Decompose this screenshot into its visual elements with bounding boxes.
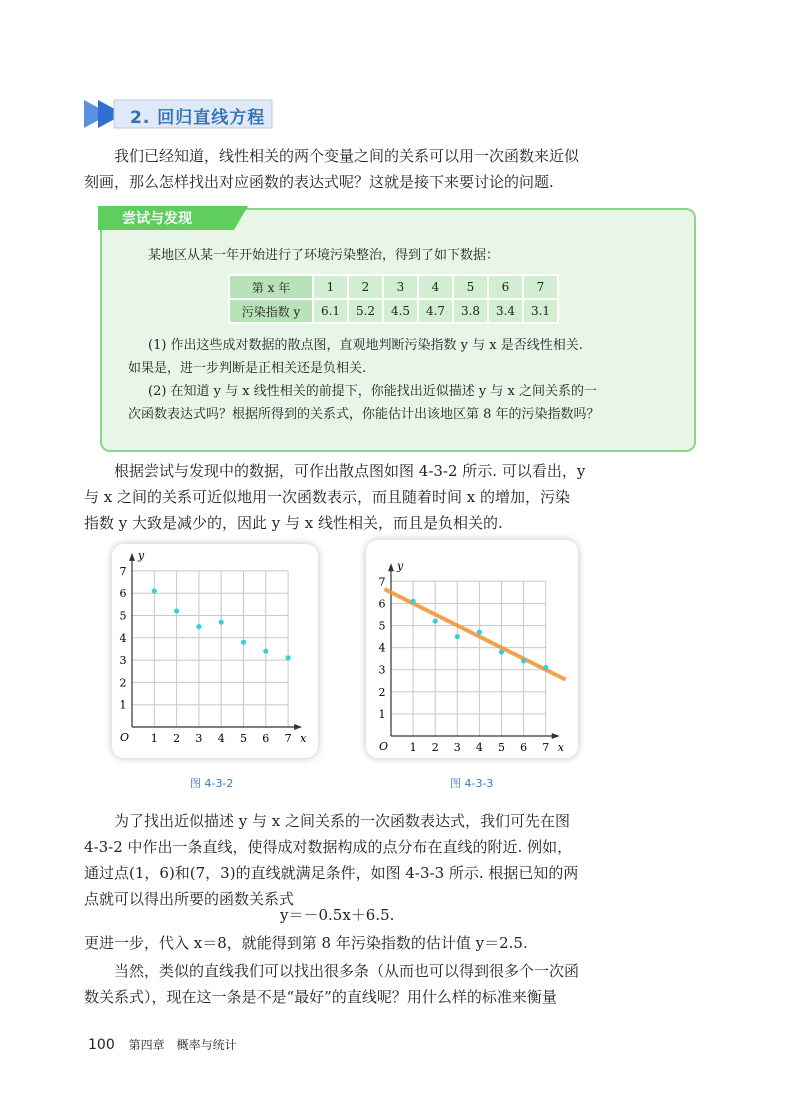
intro-paragraph: [84, 143, 624, 195]
table-cell: 4: [418, 275, 453, 299]
data-point: [455, 634, 460, 639]
analysis-paragraph: [84, 458, 624, 536]
text-line: 为了找出近似描述 y 与 x 之间关系的一次函数表达式，我们可先在图: [114, 812, 571, 830]
text-line: 4-3-2 中作出一条直线，使得成对数据构成的点分布在直线的附近. 例如，: [84, 838, 573, 856]
data-point: [152, 588, 157, 593]
x-tick-label: 6: [520, 741, 528, 754]
y-tick-label: 5: [119, 609, 127, 623]
text-line: 与 x 之间的关系可近似地用一次函数表示，而且随着时间 x 的增加，污染: [84, 488, 570, 506]
x-axis-arrow: [552, 733, 560, 739]
closing-paragraph: [84, 958, 624, 1010]
data-point: [174, 608, 179, 613]
y-tick-label: 4: [378, 641, 386, 655]
table-row: [229, 275, 558, 299]
y-tick-label: 1: [119, 698, 127, 712]
table-cell: 4.7: [418, 299, 453, 323]
question-1-line: (1) 作出这些成对数据的散点图，直观地判断污染指数 y 与 x 是否线性相关.: [148, 338, 583, 353]
y-tick-label: 5: [378, 619, 386, 633]
data-point: [411, 599, 416, 604]
estimate-line: 更进一步，代入 x＝8，就能得到第 8 年污染指数的估计值 y＝2.5.: [84, 934, 528, 952]
data-point: [286, 655, 291, 660]
method-paragraph: [84, 808, 624, 912]
x-tick-label: 3: [453, 741, 461, 754]
text-line: 通过点(1，6)和(7，3)的直线就满足条件，如图 4-3-3 所示. 根据已知的两: [84, 864, 579, 882]
table-cell: 3: [383, 275, 418, 299]
data-point: [241, 640, 246, 645]
page-number: 100: [88, 1037, 115, 1053]
table-cell: 5: [453, 275, 488, 299]
figure-caption: 图 4-3-3: [450, 777, 494, 790]
data-point: [477, 630, 482, 635]
text-line: 当然，类似的直线我们可以找出很多条（从而也可以得到很多个一次函: [114, 962, 580, 980]
x-tick-label: 6: [262, 732, 270, 745]
table-cell: 3.1: [523, 299, 558, 323]
table-cell: 2: [348, 275, 383, 299]
y-tick-label: 2: [378, 685, 386, 699]
scatter-chart-4-3-3: [366, 540, 578, 758]
table-cell: 4.5: [383, 299, 418, 323]
y-tick-label: 7: [119, 564, 127, 578]
question-1-line: 如果是，进一步判断是正相关还是负相关.: [128, 361, 367, 376]
x-tick-label: 5: [498, 741, 505, 754]
text-line: 根据尝试与发现中的数据，可作出散点图如图 4-3-2 所示. 可以看出，y: [114, 462, 586, 480]
text-line: 指数 y 大致是减少的，因此 y 与 x 线性相关，而且是负相关的.: [84, 514, 503, 532]
y-tick-label: 6: [119, 587, 127, 601]
x-axis-arrow: [294, 724, 302, 730]
explore-tab-label: 尝试与发现: [122, 211, 192, 227]
table-header-index: 污染指数 y: [229, 299, 313, 323]
x-axis-label: x: [557, 741, 564, 754]
x-tick-label: 7: [542, 741, 550, 754]
explore-lead: 某地区从某一年开始进行了环境污染整治，得到了如下数据：: [148, 248, 500, 263]
question-2-line: (2) 在知道 y 与 x 线性相关的前提下，你能找出近似描述 y 与 x 之间关系的一: [148, 384, 597, 399]
x-tick-label: 4: [217, 732, 225, 745]
y-tick-label: 3: [119, 654, 127, 668]
y-tick-label: 2: [119, 676, 127, 690]
regression-formula: y＝－0.5x＋6.5.: [280, 906, 395, 924]
x-tick-label: 1: [150, 732, 158, 745]
table-header-year: 第 x 年: [229, 275, 313, 299]
explore-questions: [128, 334, 684, 426]
x-axis-label: x: [300, 732, 307, 745]
x-tick-label: 4: [475, 741, 483, 754]
y-tick-label: 1: [378, 707, 386, 721]
text-line: 我们已经知道，线性相关的两个变量之间的关系可以用一次函数来近似: [114, 147, 580, 165]
explore-tab: [98, 206, 248, 230]
y-tick-label: 7: [378, 575, 386, 589]
x-tick-label: 1: [409, 741, 417, 754]
data-point: [499, 649, 504, 654]
question-2-line: 次函数表达式吗？根据所得到的关系式，你能估计出该地区第 8 年的污染指数吗？: [128, 407, 600, 422]
table-cell: 1: [313, 275, 348, 299]
data-point: [219, 620, 224, 625]
origin-label: O: [120, 731, 130, 744]
text-line: 刻画，那么怎样找出对应函数的表达式呢？这就是接下来要讨论的问题.: [84, 173, 554, 191]
chapter-title: 第四章 概率与统计: [128, 1038, 237, 1052]
y-tick-label: 6: [378, 597, 386, 611]
data-point: [521, 658, 526, 663]
y-tick-label: 4: [119, 631, 127, 645]
x-tick-label: 2: [173, 732, 181, 745]
y-axis-label: y: [397, 559, 404, 573]
y-axis-arrow: [388, 563, 394, 571]
data-point: [196, 624, 201, 629]
table-cell: 7: [523, 275, 558, 299]
x-tick-label: 2: [431, 741, 439, 754]
figure-caption: 图 4-3-2: [190, 777, 234, 790]
section-heading: [84, 98, 274, 130]
x-tick-label: 7: [284, 732, 292, 745]
table-cell: 6: [488, 275, 523, 299]
table-cell: 3.8: [453, 299, 488, 323]
page-footer: [88, 1036, 237, 1053]
data-point: [263, 649, 268, 654]
table-cell: 6.1: [313, 299, 348, 323]
section-title: 2. 回归直线方程: [130, 108, 266, 128]
y-tick-label: 3: [378, 663, 386, 677]
y-axis-label: y: [138, 548, 145, 562]
x-tick-label: 3: [195, 732, 203, 745]
table-cell: 3.4: [488, 299, 523, 323]
data-point: [543, 665, 548, 670]
pollution-table: [228, 274, 559, 324]
table-cell: 5.2: [348, 299, 383, 323]
y-axis-arrow: [129, 553, 135, 561]
text-line: 数关系式），现在这一条是不是“最好”的直线呢？用什么样的标准来衡量: [84, 988, 557, 1006]
scatter-chart-4-3-2: [112, 544, 318, 758]
table-row: [229, 299, 558, 323]
x-tick-label: 5: [240, 732, 247, 745]
origin-label: O: [379, 740, 389, 753]
data-point: [433, 618, 438, 623]
text-line: 点就可以得出所要的函数关系式: [84, 890, 295, 908]
